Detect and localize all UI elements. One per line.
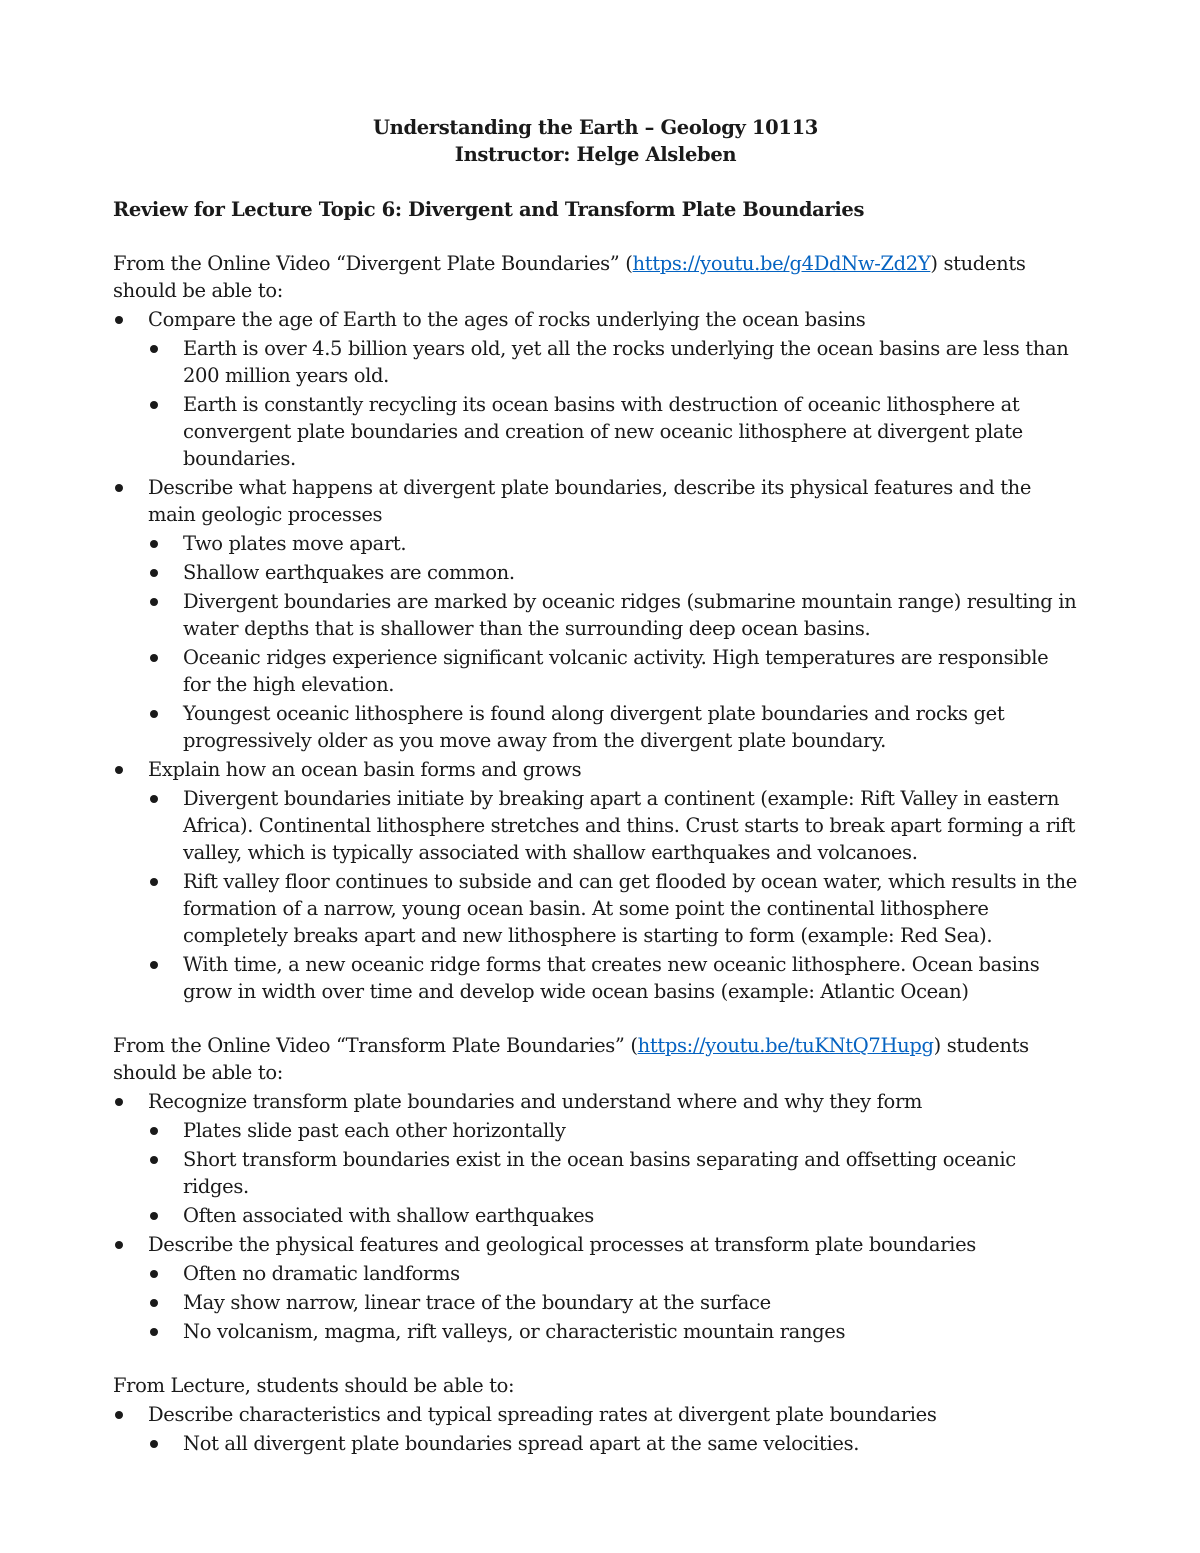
- document-page: [113, 114, 1078, 1457]
- bullet-icon: [150, 401, 158, 409]
- sub-point-text: Divergent boundaries initiate by breaking apart a continent (example: Rift Valley in eastern Africa). Continental lithosphere stretches and thins. Crust starts to break apart forming a rift valley, which is typically associated with shallow earthquakes and volcanoes.: [183, 787, 1076, 864]
- sub-point-item: [148, 335, 1078, 389]
- objective-text: Compare the age of Earth to the ages of rocks underlying the ocean basins: [148, 308, 866, 331]
- intro-text-after: ) students should be able to:: [113, 1034, 1029, 1084]
- sub-point-list: [148, 530, 1078, 754]
- sub-point-text: No volcanism, magma, rift valleys, or characteristic mountain ranges: [183, 1320, 846, 1343]
- sub-point-text: Often no dramatic landforms: [183, 1262, 460, 1285]
- sub-point-item: [148, 644, 1078, 698]
- sub-point-list: [148, 1430, 1078, 1457]
- intro-text-after: ) students should be able to:: [113, 252, 1026, 302]
- objective-item: [113, 1401, 1078, 1457]
- sub-point-item: [148, 1318, 1078, 1345]
- divergent-video-link[interactable]: https://youtu.be/g4DdNw-Zd2Y: [632, 252, 931, 275]
- bullet-icon: [115, 1241, 123, 1249]
- sub-point-text: May show narrow, linear trace of the boundary at the surface: [183, 1291, 771, 1314]
- objective-item: [113, 474, 1078, 754]
- sub-point-text: Earth is over 4.5 billion years old, yet all the rocks underlying the ocean basins are less than 200 million years old.: [183, 337, 1069, 387]
- sub-point-item: [148, 1289, 1078, 1316]
- sub-point-item: [148, 951, 1078, 1005]
- objective-text: Describe the physical features and geological processes at transform plate boundaries: [148, 1233, 976, 1256]
- intro-text-before: From the Online Video “Divergent Plate Boundaries” (: [113, 252, 633, 275]
- objective-text: Describe what happens at divergent plate boundaries, describe its physical features and the main geologic processes: [148, 476, 1032, 526]
- bullet-icon: [115, 766, 123, 774]
- sub-point-text: Not all divergent plate boundaries spread apart at the same velocities.: [183, 1432, 860, 1455]
- objective-text: Explain how an ocean basin forms and grows: [148, 758, 582, 781]
- objective-item: [113, 1088, 1078, 1229]
- bullet-icon: [150, 710, 158, 718]
- sub-point-text: Oceanic ridges experience significant volcanic activity. High temperatures are responsible for the high elevation.: [183, 646, 1049, 696]
- objective-item: [113, 1231, 1078, 1345]
- bullet-icon: [150, 1127, 158, 1135]
- section-divergent-intro: [113, 250, 1078, 304]
- bullet-icon: [150, 1299, 158, 1307]
- sub-point-item: [148, 1430, 1078, 1457]
- sub-point-list: [148, 1260, 1078, 1345]
- objective-item: [113, 306, 1078, 472]
- sub-point-text: Divergent boundaries are marked by oceanic ridges (submarine mountain range) resulting in water depths that is shallower than the surrounding deep ocean basins.: [183, 590, 1077, 640]
- objective-text: Describe characteristics and typical spreading rates at divergent plate boundaries: [148, 1403, 937, 1426]
- sub-point-text: Shallow earthquakes are common.: [183, 561, 515, 584]
- sub-point-text: Rift valley floor continues to subside and can get flooded by ocean water, which results in the formation of a narrow, young ocean basin. At some point the continental lithosphere completely breaks apart and new lithosphere is starting to form (example: Red Sea).: [183, 870, 1077, 947]
- sub-point-list: [148, 1117, 1078, 1229]
- transform-objectives-list: [113, 1088, 1078, 1345]
- bullet-icon: [150, 1328, 158, 1336]
- bullet-icon: [150, 1270, 158, 1278]
- sub-point-item: [148, 1146, 1078, 1200]
- section-lecture-intro: From Lecture, students should be able to:: [113, 1374, 515, 1397]
- sub-point-item: [148, 588, 1078, 642]
- bullet-icon: [150, 1156, 158, 1164]
- sub-point-item: [148, 391, 1078, 472]
- divergent-objectives-list: [113, 306, 1078, 1005]
- bullet-icon: [150, 1440, 158, 1448]
- bullet-icon: [115, 484, 123, 492]
- bullet-icon: [150, 345, 158, 353]
- objective-item: [113, 756, 1078, 1005]
- bullet-icon: [150, 795, 158, 803]
- sub-point-text: Often associated with shallow earthquakes: [183, 1204, 594, 1227]
- sub-point-item: [148, 1117, 1078, 1144]
- bullet-icon: [150, 540, 158, 548]
- sub-point-item: [148, 559, 1078, 586]
- sub-point-text: With time, a new oceanic ridge forms that creates new oceanic lithosphere. Ocean basins grow in width over time and develop wide ocean basins (example: Atlantic Ocean): [183, 953, 1040, 1003]
- transform-video-link[interactable]: https://youtu.be/tuKNtQ7Hupg: [637, 1034, 934, 1057]
- sub-point-item: [148, 1202, 1078, 1229]
- sub-point-item: [148, 1260, 1078, 1287]
- intro-text-before: From the Online Video “Transform Plate Boundaries” (: [113, 1034, 638, 1057]
- bullet-icon: [115, 316, 123, 324]
- sub-point-item: [148, 785, 1078, 866]
- instructor-line: Instructor: Helge Alsleben: [454, 143, 737, 166]
- lecture-objectives-list: [113, 1401, 1078, 1457]
- sub-point-text: Two plates move apart.: [183, 532, 407, 555]
- bullet-icon: [115, 1098, 123, 1106]
- bullet-icon: [150, 598, 158, 606]
- sub-point-text: Youngest oceanic lithosphere is found along divergent plate boundaries and rocks get progressively older as you move away from the divergent plate boundary.: [183, 702, 1005, 752]
- sub-point-text: Plates slide past each other horizontally: [183, 1119, 566, 1142]
- sub-point-item: [148, 868, 1078, 949]
- bullet-icon: [150, 654, 158, 662]
- bullet-icon: [115, 1411, 123, 1419]
- sub-point-list: [148, 335, 1078, 472]
- review-heading: Review for Lecture Topic 6: Divergent and Transform Plate Boundaries: [113, 198, 865, 221]
- sub-point-text: Short transform boundaries exist in the ocean basins separating and offsetting oceanic ridges.: [183, 1148, 1016, 1198]
- bullet-icon: [150, 961, 158, 969]
- course-title: Understanding the Earth – Geology 10113: [372, 116, 819, 139]
- bullet-icon: [150, 569, 158, 577]
- sub-point-item: [148, 700, 1078, 754]
- sub-point-text: Earth is constantly recycling its ocean basins with destruction of oceanic lithosphere at convergent plate boundaries and creation of new oceanic lithosphere at divergent plate boundaries.: [183, 393, 1023, 470]
- bullet-icon: [150, 878, 158, 886]
- sub-point-list: [148, 785, 1078, 1005]
- section-transform-intro: [113, 1032, 1078, 1086]
- sub-point-item: [148, 530, 1078, 557]
- objective-text: Recognize transform plate boundaries and understand where and why they form: [148, 1090, 923, 1113]
- bullet-icon: [150, 1212, 158, 1220]
